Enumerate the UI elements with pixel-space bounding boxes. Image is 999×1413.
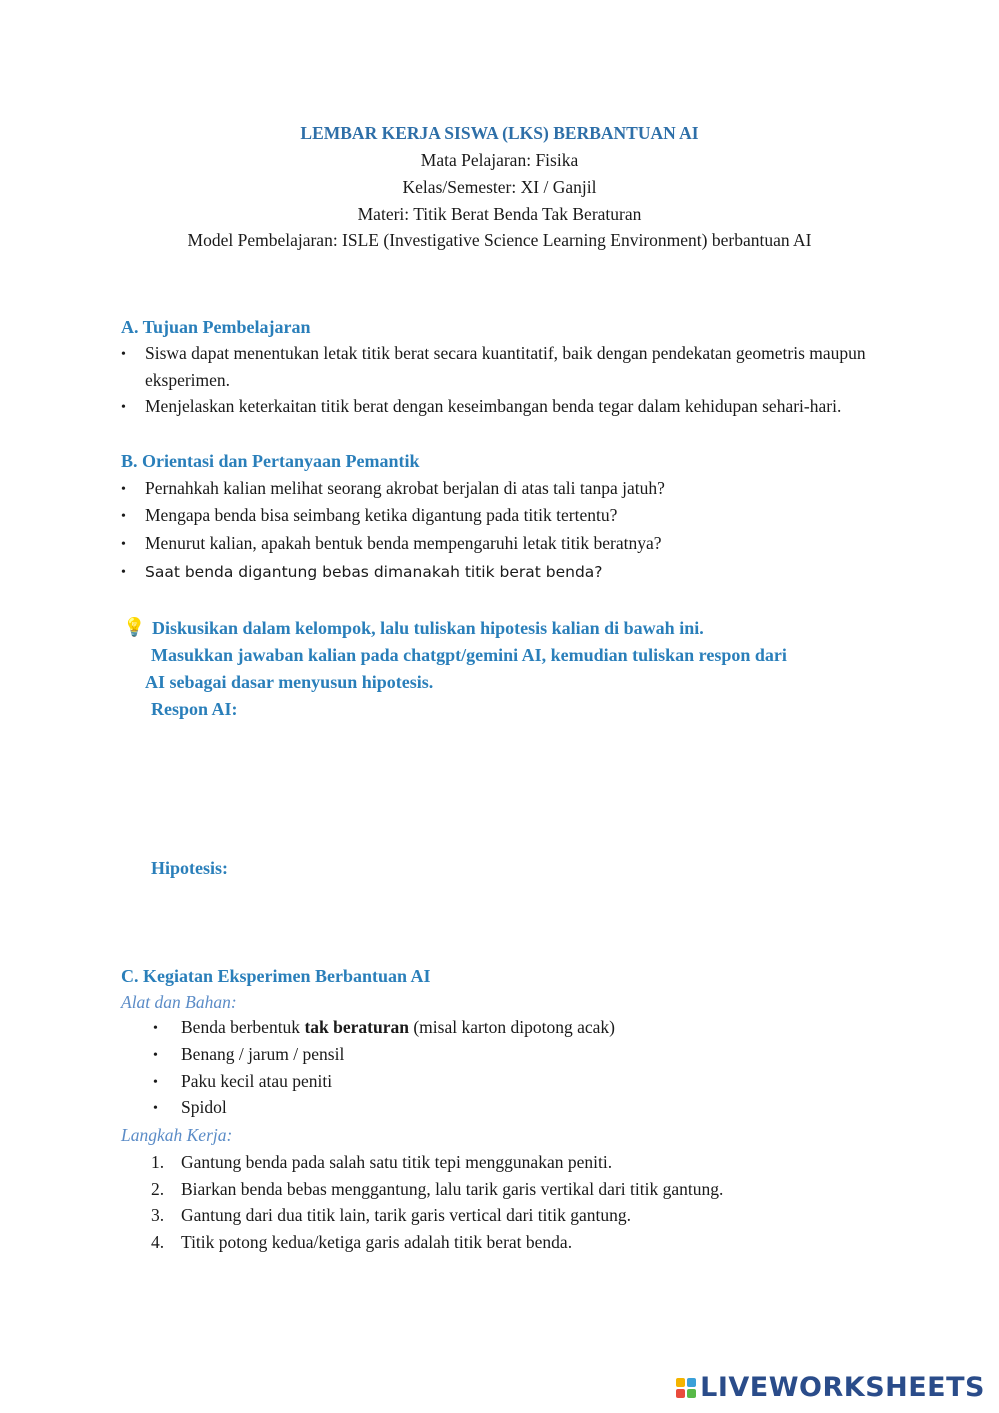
section-b-heading: B. Orientasi dan Pertanyaan Pemantik	[121, 451, 420, 471]
ai-response-answer-area[interactable]	[151, 725, 871, 845]
step-text: Gantung dari dua titik lain, tarik garis vertical dari titik gantung.	[181, 1205, 632, 1225]
tools-label: Alat dan Bahan:	[121, 992, 237, 1012]
topic-line: Materi: Titik Berat Benda Tak Beraturan	[357, 204, 642, 224]
ai-instruction-line2: AI sebagai dasar menyusun hipotesis.	[145, 672, 434, 692]
bullet-icon: •	[153, 1075, 158, 1090]
bullet-icon: •	[121, 537, 126, 552]
ai-response-label: Respon AI:	[151, 699, 238, 719]
list-item: Saat benda digantung bebas dimanakah titik berat benda?	[145, 563, 603, 581]
bullet-icon: •	[153, 1101, 158, 1116]
list-item: Menjelaskan keterkaitan titik berat dengan keseimbangan benda tegar dalam kehidupan sehari-hari.	[145, 396, 842, 416]
logo-mark-icon	[676, 1378, 696, 1398]
list-item: Menurut kalian, apakah bentuk benda mempengaruhi letak titik beratnya?	[145, 533, 662, 553]
lightbulb-icon: 💡	[123, 617, 146, 638]
subject-line: Mata Pelajaran: Fisika	[420, 150, 579, 170]
bullet-icon: •	[121, 482, 126, 497]
list-item: Pernahkah kalian melihat seorang akrobat berjalan di atas tali tanpa jatuh?	[145, 478, 665, 498]
bullet-icon: •	[121, 400, 126, 415]
worksheet-title: LEMBAR KERJA SISWA (LKS) BERBANTUAN AI	[300, 123, 699, 143]
discussion-instruction: Diskusikan dalam kelompok, lalu tuliskan hipotesis kalian di bawah ini.	[152, 618, 704, 638]
step-number: 2.	[151, 1179, 165, 1199]
list-item: Benang / jarum / pensil	[181, 1044, 345, 1064]
hypothesis-answer-area[interactable]	[151, 884, 871, 954]
list-item: Paku kecil atau peniti	[181, 1071, 333, 1091]
step-text: Titik potong kedua/ketiga garis adalah titik berat benda.	[181, 1232, 573, 1252]
step-number: 3.	[151, 1205, 165, 1225]
bullet-icon: •	[153, 1048, 158, 1063]
tool-text: (misal karton dipotong acak)	[408, 1017, 616, 1037]
list-item	[181, 1014, 615, 1041]
tool-emphasis: tak beraturan	[304, 1017, 409, 1037]
bullet-icon: •	[121, 347, 126, 362]
step-number: 4.	[151, 1232, 165, 1252]
section-a-heading: A. Tujuan Pembelajaran	[121, 317, 311, 337]
section-c-heading: C. Kegiatan Eksperimen Berbantuan AI	[121, 966, 431, 986]
grade-line: Kelas/Semester: XI / Ganjil	[402, 177, 597, 197]
ai-instruction-line1: Masukkan jawaban kalian pada chatgpt/gemini AI, kemudian tuliskan respon dari	[151, 645, 787, 665]
tool-text: Benda berbentuk	[181, 1017, 305, 1037]
hypothesis-label: Hipotesis:	[151, 858, 229, 878]
step-text: Biarkan benda bebas menggantung, lalu tarik garis vertikal dari titik gantung.	[181, 1179, 724, 1199]
model-line: Model Pembelajaran: ISLE (Investigative Science Learning Environment) berbantuan AI	[187, 230, 812, 250]
list-item: Spidol	[181, 1097, 227, 1117]
bullet-icon: •	[121, 509, 126, 524]
list-item: Siswa dapat menentukan letak titik berat secara kuantitatif, baik dengan pendekatan geometris maupun eksperimen.	[145, 343, 866, 390]
steps-label: Langkah Kerja:	[121, 1125, 233, 1145]
liveworksheets-logo	[676, 1372, 985, 1403]
bullet-icon: •	[153, 1021, 158, 1036]
step-number: 1.	[151, 1152, 165, 1172]
logo-text: LIVEWORKSHEETS	[700, 1372, 985, 1403]
bullet-icon: •	[121, 565, 126, 580]
list-item: Mengapa benda bisa seimbang ketika digantung pada titik tertentu?	[145, 505, 618, 525]
step-text: Gantung benda pada salah satu titik tepi menggunakan peniti.	[181, 1152, 613, 1172]
